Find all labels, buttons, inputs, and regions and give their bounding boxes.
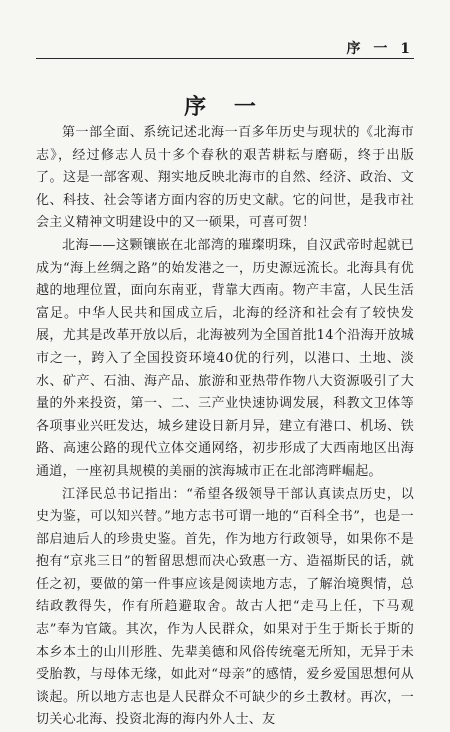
paragraph: 第一部全面、系统记述北海一百多年历史与现状的《北海市志》，经过修志人员十多个春秋的艰苦耕耘与磨砺，终于出版了。这是一部客观、翔实地反映北海市的自然、经济、政治、文化、科技、社会等诸方面内容的历史文献。它的问世，是我市社会主义精神文明建设中的又一硕果，可喜可贺！ xyxy=(36,122,414,235)
page-header xyxy=(36,36,414,58)
running-head: 序 一 1 xyxy=(347,38,415,58)
paragraph: 江泽民总书记指出：“希望各级领导干部认真读点历史，以史为鉴，可以知兴替。”地方志书可谓一地的“百科全书”，也是一部启迪后人的珍贵史鉴。首先，作为地方行政领导，如果你不是抱有“京兆三日”的暂留思想而决心致惠一方、造福斯民的话，就任之初，要做的第一件事应该是阅读地方志，了解治境舆情，总结政教得失，作有所趋避取舍。故古人把“走马上任，下马观志”奉为官箴。其次，作为人民群众，如果对于生于斯长于斯的本乡本土的山川形胜、先辈美德和风俗传统毫无所知，无异于未受胎教，与母体无缘，如此对“母亲”的感情，爱乡爱国思想何从谈起。所以地方志也是人民群众不可缺少的乡土教材。再次，一切关心北海、投资北海的海内外人士、友 xyxy=(36,484,414,732)
chapter-title: 序 一 xyxy=(0,90,450,121)
paragraph: 北海——这颗镶嵌在北部湾的璀璨明珠，自汉武帝时起就已成为“海上丝绸之路”的始发港之一，历史源远流长。北海具有优越的地理位置，面向东南亚，背靠大西南。物产丰富，人民生活富足。中华人民共和国成立后，北海的经济和社会有了较快发展，尤其是改革开放以后，北海被列为全国首批14个沿海开放城市之一，跨入了全国投资环境40优的行列，以港口、土地、淡水、矿产、石油、海产品、旅游和亚热带作物八大资源吸引了大量的外来投资，第一、二、三产业快速协调发展，科教文卫体等各项事业兴旺发达，城乡建设日新月异，建立有港口、机场、铁路、高速公路的现代立体交通网络，初步形成了大西南地区出海通道，一座初具规模的美丽的滨海城市正在北部湾畔崛起。 xyxy=(36,235,414,484)
header-rule xyxy=(36,58,414,59)
body-text xyxy=(36,122,414,732)
